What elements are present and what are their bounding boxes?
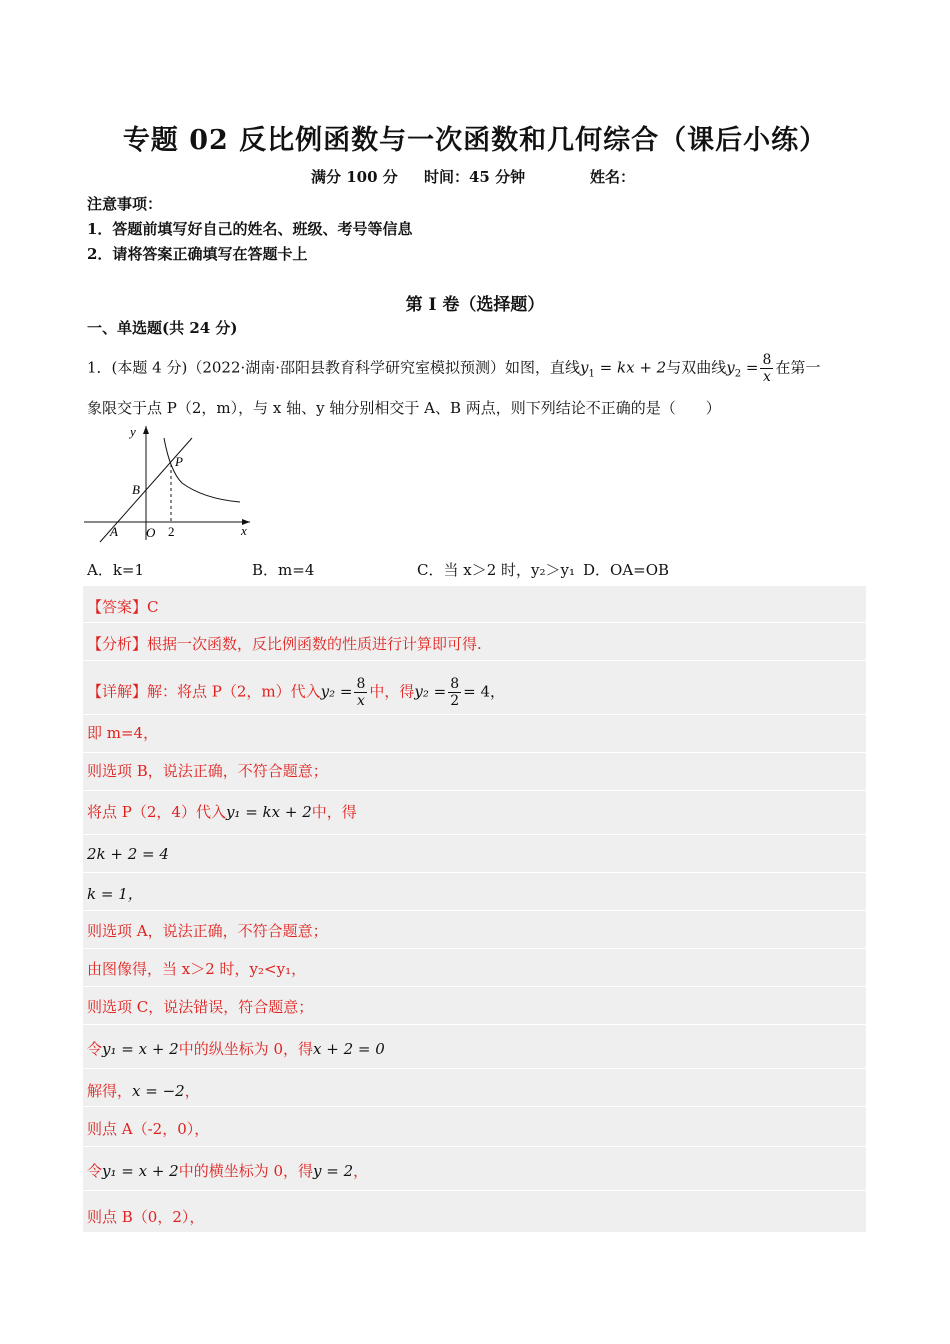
fraction: [760, 352, 773, 385]
separator: [83, 834, 866, 835]
analysis-line: 【分析】根据一次函数，反比例函数的性质进行计算即可得.: [87, 635, 482, 653]
tick-2-label: 2: [168, 524, 175, 539]
x-label: x: [241, 523, 247, 538]
hyperbola-y2: [164, 438, 240, 502]
name-field: 姓名：: [590, 168, 636, 186]
equation: = kx + 2: [594, 358, 667, 377]
question-line-1: [87, 352, 820, 385]
full-score: 满分 100 分: [311, 168, 398, 186]
separator: [83, 948, 866, 949]
question-line-2: 象限交于点 P（2，m），与 x 轴、y 轴分别相交于 A、B 两点，则下列结论不正确的是（ ）: [87, 399, 721, 417]
separator: [83, 622, 866, 623]
function-graph: [82, 420, 257, 545]
solution-text: 令: [87, 1040, 103, 1058]
numerator: 8: [450, 676, 460, 692]
question-text: 1．(本题 4 分)（2022·湖南·邵阳县教育科学研究室模拟预测）如图，直线: [87, 358, 581, 377]
detail-text: 【详解】解：将点 P（2，m）代入: [87, 682, 321, 701]
equation: y₁ = kx + 2: [225, 803, 312, 821]
separator: [83, 910, 866, 911]
equation: x = −2: [132, 1082, 185, 1100]
note-item: 2．请将答案正确填写在答题卡上: [87, 245, 308, 263]
time-limit: 时间：45 分钟: [424, 168, 526, 186]
subscript: 1: [588, 368, 595, 380]
solution-line: 则点 B（0，2），: [87, 1208, 205, 1226]
solution-text: 中，得: [311, 803, 357, 821]
numerator: 8: [762, 352, 772, 368]
separator: [83, 1190, 866, 1191]
equation-line: 2k + 2 = 4: [87, 845, 169, 863]
page-title: 专题 02 反比例函数与一次函数和几何综合（课后小练）: [122, 125, 828, 156]
answer-line: 【答案】C: [87, 598, 159, 616]
solution-line: [87, 1080, 200, 1101]
solution-line: 即 m=4，: [87, 724, 159, 742]
separator: [83, 1024, 866, 1025]
equation: =: [741, 358, 759, 377]
separator: [83, 1068, 866, 1069]
section-title: 第 I 卷（选择题）: [405, 295, 545, 315]
notes-heading: 注意事项：: [87, 195, 163, 213]
solution-text: 解得，: [87, 1082, 133, 1100]
separator: [83, 1146, 866, 1147]
option-a: A．k=1: [87, 561, 145, 579]
option-b: B．m=4: [252, 561, 315, 579]
equation: = 4，: [463, 682, 506, 701]
fraction: [354, 676, 367, 709]
y-axis-arrow: [143, 426, 149, 434]
denominator: x: [762, 369, 771, 385]
numerator: 8: [356, 676, 366, 692]
subscript: 2: [734, 368, 742, 380]
solution-line: 则选项 C，说法错误，符合题意；: [87, 998, 314, 1016]
solution-text: ，: [353, 1162, 369, 1180]
solution-line: 则选项 B，说法正确，不符合题意；: [87, 762, 328, 780]
equation: y₂ =: [320, 682, 353, 701]
equation: y = 2: [313, 1162, 354, 1180]
solution-line: [87, 801, 357, 822]
equation: y₁ = x + 2: [102, 1040, 179, 1058]
separator: [83, 752, 866, 753]
solution-line: 由图像得，当 x＞2 时，y₂<y₁，: [87, 960, 307, 978]
question-text: 在第一: [775, 358, 821, 377]
fraction: [448, 676, 461, 709]
question-text: 与双曲线: [666, 358, 727, 377]
option-d: D．OA=OB: [583, 561, 670, 579]
separator: [83, 872, 866, 873]
solution-text: 中的横坐标为 0，得: [178, 1162, 314, 1180]
equation: y₁ = x + 2: [102, 1162, 179, 1180]
origin-label: O: [146, 525, 156, 540]
solution-line: 则选项 A，说法正确，不符合题意；: [87, 922, 328, 940]
y-label: y: [130, 424, 136, 439]
notes: [87, 192, 412, 267]
point-b-label: B: [132, 482, 140, 497]
solution-line: [87, 1160, 368, 1181]
equation: x + 2 = 0: [313, 1040, 385, 1058]
detail-text: 中，得: [369, 682, 415, 701]
solution-text: 将点 P（2，4）代入: [87, 803, 226, 821]
equation: y₂ =: [414, 682, 447, 701]
subsection-title: 一、单选题(共 24 分): [87, 319, 238, 337]
separator: [83, 660, 866, 661]
var-y1: y: [580, 358, 589, 377]
separator: [83, 1106, 866, 1107]
solution-text: 令: [87, 1162, 103, 1180]
detail-line: [87, 676, 505, 709]
separator: [83, 714, 866, 715]
point-a-label: A: [110, 524, 118, 539]
solution-text: ，: [184, 1082, 200, 1100]
equation-line: k = 1，: [87, 885, 143, 903]
var-y2: y: [726, 358, 735, 377]
solution-line: 则点 A（-2，0），: [87, 1120, 210, 1138]
point-p-label: P: [175, 454, 183, 469]
separator: [83, 986, 866, 987]
solution-line: [87, 1038, 385, 1059]
answer-options: [87, 559, 867, 581]
solution-text: 中的纵坐标为 0，得: [178, 1040, 314, 1058]
denominator: x: [356, 693, 365, 709]
denominator: 2: [450, 693, 460, 709]
separator: [83, 790, 866, 791]
option-c: C．当 x＞2 时，y₂＞y₁: [417, 561, 575, 579]
note-item: 1．答题前填写好自己的姓名、班级、考号等信息: [87, 220, 413, 238]
